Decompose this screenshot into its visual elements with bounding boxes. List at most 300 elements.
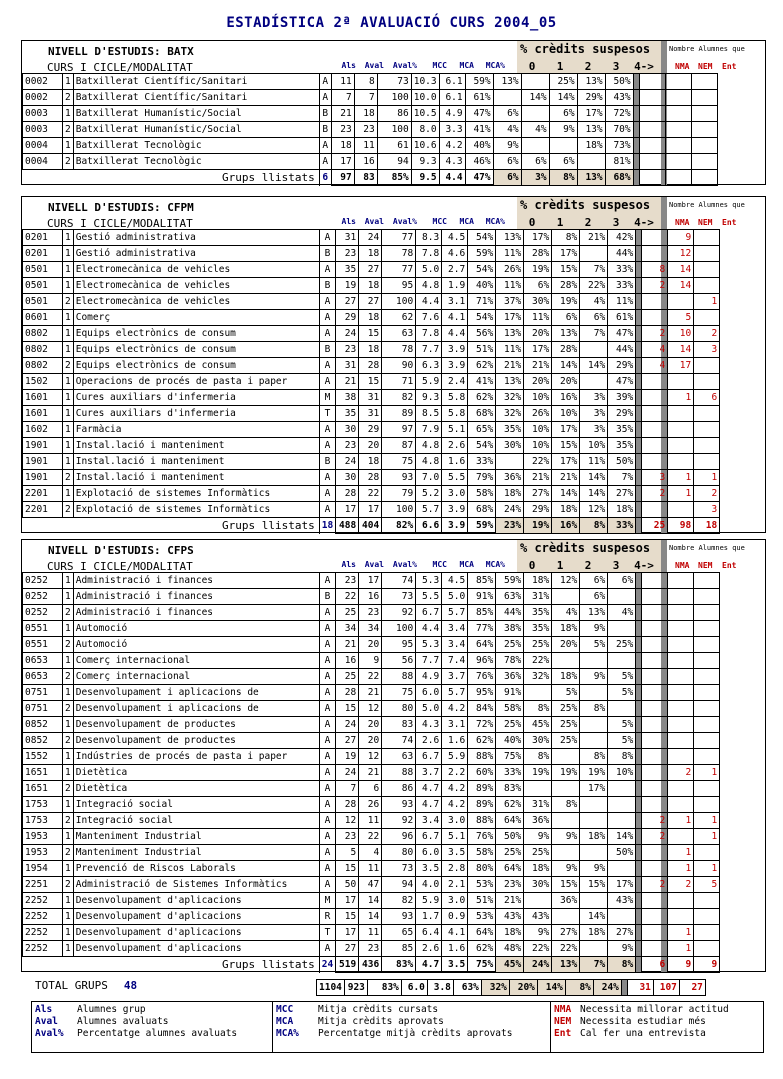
cell [608, 797, 636, 813]
cell: Manteniment Industrial [73, 845, 319, 861]
cell: 8 [642, 262, 668, 278]
cell: 2.2 [442, 765, 468, 781]
cell: 6.7 [416, 749, 442, 765]
total-cell: 32% [481, 980, 509, 996]
table-row [23, 358, 720, 374]
cell: 1602 [23, 422, 63, 438]
credits-col-4: 4-> [634, 216, 654, 229]
cell: 2 [63, 358, 74, 374]
cell [521, 138, 549, 154]
cell: A [319, 486, 335, 502]
cell: A [319, 374, 335, 390]
cell: 6.7 [416, 605, 442, 621]
cell: 61% [465, 90, 493, 106]
credits-col-1: 1 [556, 60, 564, 73]
cell: 17% [524, 342, 552, 358]
cell: 94 [382, 877, 416, 893]
cell: 1753 [23, 813, 63, 829]
cell: 1 [63, 653, 74, 669]
cell [694, 358, 720, 374]
cell: 10 [668, 326, 694, 342]
section-table [22, 73, 718, 186]
cell: 1 [668, 390, 694, 406]
cell: 9% [549, 122, 577, 138]
cell: 9% [552, 829, 580, 845]
cell: 45% [524, 717, 552, 733]
cell: 43% [605, 90, 633, 106]
cell [642, 294, 668, 310]
cell: 19% [524, 765, 552, 781]
cell: 10.6 [411, 138, 439, 154]
cell: 95% [468, 685, 496, 701]
cell: 54% [468, 230, 496, 246]
cell [642, 749, 668, 765]
cell: 13% [552, 326, 580, 342]
cell: 40% [465, 138, 493, 154]
cell [642, 621, 668, 637]
cell: 20% [524, 374, 552, 390]
cell: 17 [331, 154, 354, 170]
cell: 73 [382, 589, 416, 605]
cell: 86 [377, 106, 411, 122]
cell: 22% [580, 278, 608, 294]
cell: 4% [608, 605, 636, 621]
cell: 32% [496, 390, 524, 406]
cell [694, 621, 720, 637]
cell: 5.9 [416, 893, 442, 909]
cell [694, 733, 720, 749]
table-row [23, 278, 720, 294]
cell: 14 [668, 342, 694, 358]
cell: Desenvolupament d'aplicacions [73, 893, 319, 909]
cell: 50% [605, 74, 633, 90]
cell [608, 813, 636, 829]
cell: 0751 [23, 701, 63, 717]
cell: 9% [580, 861, 608, 877]
cell: 53% [468, 877, 496, 893]
cell [608, 861, 636, 877]
cell [694, 246, 720, 262]
cell: 11 [331, 74, 354, 90]
cell: 1 [63, 925, 74, 941]
table-row [23, 310, 720, 326]
cell: 61% [608, 310, 636, 326]
cell: 1.6 [442, 454, 468, 470]
cell [608, 653, 636, 669]
cell: 13% [580, 605, 608, 621]
col-header-nem: NEM [698, 218, 713, 227]
cell: 10.0 [411, 90, 439, 106]
cell: 82 [382, 893, 416, 909]
cell: A [319, 438, 335, 454]
cell: 15 [336, 909, 359, 925]
cell: T [319, 406, 335, 422]
footer-cell [665, 170, 691, 186]
cell: A [319, 669, 335, 685]
cell [642, 797, 668, 813]
cell: 11 [359, 925, 382, 941]
cell: 0501 [23, 278, 63, 294]
cell [668, 573, 694, 589]
table-row [23, 941, 720, 957]
table-row [23, 909, 720, 925]
cell: 4.7 [416, 797, 442, 813]
cell: 2 [668, 765, 694, 781]
cell: 1.6 [442, 733, 468, 749]
cell [668, 749, 694, 765]
cell: 8 [354, 74, 377, 90]
cell [668, 653, 694, 669]
cell: 19% [580, 765, 608, 781]
cell: 2252 [23, 941, 63, 957]
cell: 94 [377, 154, 411, 170]
footer-cell: 6 [642, 957, 668, 973]
cell: 6.1 [439, 74, 465, 90]
cell [493, 90, 521, 106]
cell: 85 [382, 941, 416, 957]
cell: 28 [359, 358, 382, 374]
cell: 17% [577, 106, 605, 122]
cell: 29 [336, 310, 359, 326]
cell: 29% [608, 358, 636, 374]
cell [668, 621, 694, 637]
col-header-nem: NEM [698, 62, 713, 71]
cell: 20 [359, 717, 382, 733]
cell: 2.6 [416, 941, 442, 957]
cell [580, 685, 608, 701]
credits-col-4: 4-> [634, 559, 654, 572]
cell: 1 [63, 861, 74, 877]
col-header-mcc: MCC [432, 560, 447, 569]
table-row [23, 374, 720, 390]
cell: 2 [63, 781, 74, 797]
footer-cell: 24% [524, 957, 552, 973]
cell [694, 278, 720, 294]
cell: 1 [668, 925, 694, 941]
cell: 64% [496, 813, 524, 829]
cell: A [319, 845, 335, 861]
footer-cell: 3% [521, 170, 549, 186]
cell: 13% [496, 326, 524, 342]
cell: 25 [336, 669, 359, 685]
total-cell: 8% [565, 980, 593, 996]
cell: 44% [608, 246, 636, 262]
cell: 18 [354, 106, 377, 122]
cell: 8.0 [411, 122, 439, 138]
cell: 1.7 [416, 909, 442, 925]
cell: 11 [359, 861, 382, 877]
curs-header: CURS I CICLE/MODALITAT [47, 560, 193, 573]
cell: 9% [524, 829, 552, 845]
cell: 25% [496, 845, 524, 861]
section-batx [21, 40, 766, 185]
cell: 23 [336, 246, 359, 262]
cell: 1552 [23, 749, 63, 765]
cell: 17% [552, 422, 580, 438]
cell: A [319, 701, 335, 717]
cell: 60% [468, 765, 496, 781]
cell: 8% [552, 230, 580, 246]
cell: 47 [359, 877, 382, 893]
cell: 28% [552, 342, 580, 358]
cell: 3% [580, 422, 608, 438]
table-row [23, 138, 718, 154]
cell: 23 [359, 941, 382, 957]
cell [642, 765, 668, 781]
cell [642, 438, 668, 454]
cell [694, 909, 720, 925]
cell: Desenvolupament d'aplicacions [73, 909, 319, 925]
cell: 2.6 [416, 733, 442, 749]
cell: A [319, 90, 331, 106]
cell: 26% [496, 262, 524, 278]
cell: 54% [468, 438, 496, 454]
cell: B [319, 106, 331, 122]
col-header-mca: MCA [459, 217, 474, 226]
cell: 20% [524, 326, 552, 342]
cell: 5.0 [416, 701, 442, 717]
table-row [23, 653, 720, 669]
cell [496, 454, 524, 470]
cell: 54% [468, 262, 496, 278]
cell: 32% [496, 406, 524, 422]
cell: 0004 [23, 138, 63, 154]
cell: 1651 [23, 781, 63, 797]
col-header-mcc: MCC [432, 217, 447, 226]
footer-cell: 7% [580, 957, 608, 973]
cell: 1 [63, 246, 74, 262]
cell: 20 [359, 438, 382, 454]
cell: 75% [496, 749, 524, 765]
cell [694, 701, 720, 717]
cell: 62% [468, 390, 496, 406]
table-row [23, 733, 720, 749]
col-header-mca: MCA [459, 560, 474, 569]
cell: 25% [552, 717, 580, 733]
cell: 90 [382, 358, 416, 374]
cell: 58% [468, 845, 496, 861]
cell: Batxillerat Científic/Sanitari [73, 90, 319, 106]
cell [668, 454, 694, 470]
cell [642, 925, 668, 941]
cell: 0501 [23, 262, 63, 278]
cell: 1 [63, 717, 74, 733]
cell: 14% [521, 90, 549, 106]
cell: 14 [359, 893, 382, 909]
cell: B [319, 122, 331, 138]
cell: 14% [580, 909, 608, 925]
cell: 4.0 [416, 877, 442, 893]
cell [665, 138, 691, 154]
cell: 22 [359, 829, 382, 845]
cell: 83% [496, 781, 524, 797]
legend-col-1 [35, 1004, 237, 1040]
cell [668, 701, 694, 717]
cell: 12% [552, 573, 580, 589]
cell: 30% [524, 294, 552, 310]
nivell-label: NIVELL D'ESTUDIS: BATX [48, 45, 194, 58]
total-cell: 14% [537, 980, 565, 996]
col-header-mca: MCA [459, 61, 474, 70]
cell: 13% [496, 374, 524, 390]
cell [694, 653, 720, 669]
footer-cell: 23% [496, 518, 524, 534]
cell: 3.3 [439, 122, 465, 138]
cell: 0852 [23, 733, 63, 749]
footer-cell: 97 [331, 170, 354, 186]
cell: 8% [580, 749, 608, 765]
cell: 18% [524, 573, 552, 589]
cell: 2201 [23, 486, 63, 502]
cell: 53% [468, 909, 496, 925]
cell: B [319, 246, 335, 262]
cell [694, 749, 720, 765]
cell: 30 [336, 422, 359, 438]
legend-key: NEM [554, 1016, 572, 1027]
cell: 20% [552, 374, 580, 390]
cell: 30% [524, 733, 552, 749]
cell: 21% [496, 893, 524, 909]
cell: 26% [524, 406, 552, 422]
grups-llistats-label: Grups llistats [23, 170, 320, 186]
cell: 35% [608, 438, 636, 454]
cell: 3.1 [442, 294, 468, 310]
cell: 21 [359, 685, 382, 701]
cell [668, 829, 694, 845]
section-header [22, 41, 765, 73]
cell: 20 [359, 637, 382, 653]
cell: 1 [668, 861, 694, 877]
cell: A [319, 877, 335, 893]
table-row [23, 262, 720, 278]
cell: A [319, 294, 335, 310]
cell: 17 [359, 573, 382, 589]
cell: A [319, 422, 335, 438]
cell: 16 [336, 653, 359, 669]
cell: 18% [524, 861, 552, 877]
cell [694, 941, 720, 957]
cell: 26 [359, 797, 382, 813]
section-cfpm [21, 196, 766, 533]
footer-cell: 13% [577, 170, 605, 186]
footer-cell: 3.5 [442, 957, 468, 973]
legend-item [554, 1016, 729, 1028]
cell: 7 [336, 781, 359, 797]
cell: 9.3 [416, 390, 442, 406]
cell: A [319, 941, 335, 957]
footer-cell: 436 [359, 957, 382, 973]
cell: 1 [63, 406, 74, 422]
cell: 95 [382, 278, 416, 294]
footer-cell: 4.4 [439, 170, 465, 186]
cell: 21% [524, 470, 552, 486]
cell: 33% [496, 765, 524, 781]
cell: 1601 [23, 406, 63, 422]
cell: 1.6 [442, 941, 468, 957]
cell: 80 [382, 701, 416, 717]
cell: 100 [382, 294, 416, 310]
cell: 80 [382, 845, 416, 861]
legend-key: MCC [276, 1004, 294, 1015]
cell: 43% [524, 909, 552, 925]
cell: 5% [608, 685, 636, 701]
footer-cell: 98 [668, 518, 694, 534]
cell: Administració i finances [73, 573, 319, 589]
cell: 35 [336, 262, 359, 278]
cell: 7% [580, 262, 608, 278]
cell: 21 [359, 765, 382, 781]
credits-title: % crèdits suspesos [520, 42, 651, 56]
table-row [23, 502, 720, 518]
cell: 0252 [23, 605, 63, 621]
cell: 31% [524, 797, 552, 813]
cell: A [319, 637, 335, 653]
cell: 1.9 [442, 278, 468, 294]
cell: 3.7 [442, 669, 468, 685]
cell: 21% [524, 358, 552, 374]
cell: 2 [63, 733, 74, 749]
cell: 2.6 [442, 438, 468, 454]
cell: 59% [468, 246, 496, 262]
cell [642, 893, 668, 909]
cell: 18% [577, 138, 605, 154]
cell: 23 [336, 829, 359, 845]
cell: A [319, 653, 335, 669]
cell [642, 685, 668, 701]
table-row [23, 589, 720, 605]
cell: Administració de Sistemes Informàtics [73, 877, 319, 893]
col-header-ent: Ent [722, 62, 737, 71]
cell: 25% [524, 845, 552, 861]
credits-col-3: 3 [612, 60, 620, 73]
footer-cell: 68% [605, 170, 633, 186]
cell: M [319, 893, 335, 909]
cell: 2 [63, 122, 74, 138]
cell: 16% [552, 390, 580, 406]
cell: 4% [580, 294, 608, 310]
cell [668, 502, 694, 518]
cell: 92 [382, 813, 416, 829]
cell: 37% [496, 294, 524, 310]
cell: Batxillerat Científic/Sanitari [73, 74, 319, 90]
cell: 77 [382, 230, 416, 246]
col-header-nem: NEM [698, 561, 713, 570]
section-table [22, 572, 720, 973]
cell: 30% [524, 877, 552, 893]
cell: 28 [336, 685, 359, 701]
cell: 76% [468, 669, 496, 685]
cell: 30% [496, 438, 524, 454]
cell: Desenvolupament i aplicacions de [73, 701, 319, 717]
cell: 10.3 [411, 74, 439, 90]
cell: 17 [336, 925, 359, 941]
cell: 6.0 [416, 845, 442, 861]
cell: 0002 [23, 90, 63, 106]
cell: 50% [496, 829, 524, 845]
cell: 41% [465, 122, 493, 138]
cell: 10% [524, 438, 552, 454]
cell: 81% [605, 154, 633, 170]
cell: 6.3 [416, 358, 442, 374]
cell: Instal.lació i manteniment [73, 454, 319, 470]
cell: 100 [377, 122, 411, 138]
cell: 14% [580, 470, 608, 486]
cell: 59% [465, 74, 493, 90]
cell: 1 [63, 941, 74, 957]
legend-key: NMA [554, 1004, 572, 1015]
cell: 2 [63, 701, 74, 717]
cell: 23% [496, 877, 524, 893]
